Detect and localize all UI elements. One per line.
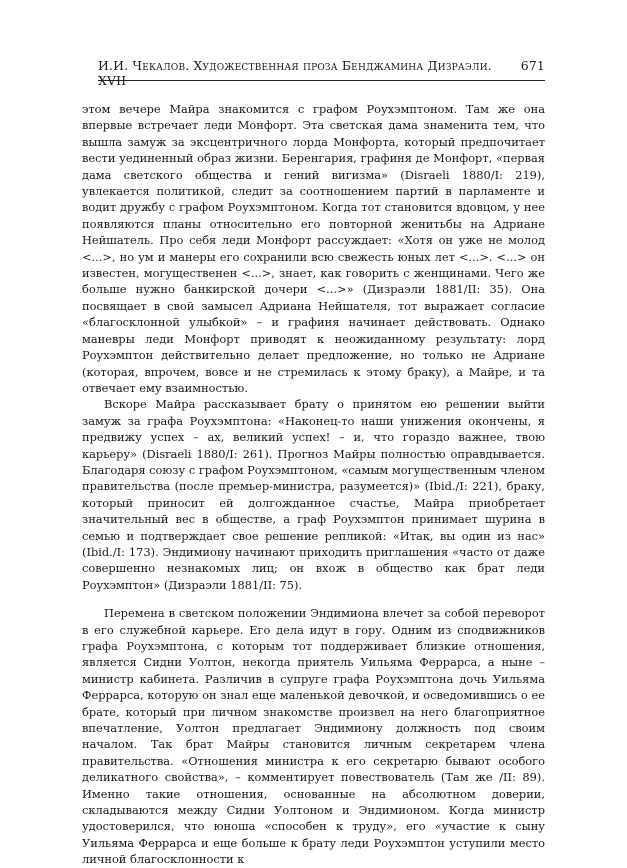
paragraph-2: Вскоре Майра рассказывает брату о принятом ею решении выйти замуж за графа Роухэмптона: «Наконец-то наши унижения окончены, я предвижу успех – ах, великий успех! – и, что гораздо важнее, твою карьеру» (Disraeli 1880/I: 261). Прогноз Майры полностью оправдывается. Благодаря союзу с графом Роухэмптоном, «самым могущественным членом правительства (после премьер-министра, разумеется)» (Ibid./I: 221), браку, который приносит ей долгожданное счастье, Майра приобретает значительный вес в обществе, а граф Роухэмптон принимает шурина в семью и подтверждает свое решение репликой: «Итак, вы один из нас» (Ibid./I: 173). Эндимиону начинают приходить приглашения «часто от даже совершенно незнакомых лиц; он вхож в общество как брат леди Роухэмптон» (Дизраэли 1881/II: 75). — [82, 397, 545, 592]
page-number: 671 — [520, 58, 545, 73]
running-title: И.И. Чекалов. Художественная проза Бенджамина Дизраэли. XVII — [98, 58, 492, 88]
running-header — [98, 58, 545, 88]
body-text — [82, 101, 545, 868]
paragraph-1: этом вечере Майра знакомится с графом Роухэмптоном. Там же она впервые встречает леди Монфорт. Эта светская дама знаменита тем, что вышла замуж за эксцентричного лорда Монфорта, который предпочитает вести уединенный образ жизни. Беренгария, графиня де Монфорт, «первая дама светского общества и гений вигизма» (Disraeli 1880/I: 219), увлекается политикой, следит за соотношением партий в парламенте и водит дружбу с графом Роухэмптоном. Когда тот становится вдовцом, у нее появляются планы относительно его повторной женитьбы на Адриане Нейшатель. Про себя леди Монфорт рассуждает: «Хотя он уже не молод <...>, но ум и манеры его сохранили всю свежесть юных лет <...>. <...> он известен, могущественен <...>, знает, как говорить с женщинами. Чего же больше нужно банкирской дочери <...>» (Дизраэли 1881/II: 35). Она посвящает в свой замысел Адриана Нейшателя, тот выражает согласие «благосклонной улыбкой» – и графиня начинает действовать. Однако маневры леди Монфорт приводят к неожиданному результату: лорд Роухэмптон действительно делает предложение, но только не Адриане (которая, впрочем, вовсе и не стремилась к этому браку), а Майре, и та отвечает ему взаимностью. — [82, 102, 545, 395]
header-rule — [98, 80, 545, 81]
paragraph-3: Перемена в светском положении Эндимиона влечет за собой переворот в его служебной карьере. Его дела идут в гору. Одним из сподвижников графа Роухэмптона, с которым тот поддерживает близкие отношения, является Сидни Уолтон, некогда приятель Уильяма Феррарса, а ныне – министр кабинета. Различив в супруге графа Роухэмптона дочь Уильяма Феррарса, которую он знал еще маленькой девочкой, и осведомившись о ее брате, который при личном знакомстве произвел на него благоприятное впечатление, Уолтон предлагает Эндимиону должность под своим началом. Так брат Майры становится личным секретарем члена правительства. «Отношения министра к его секретарю бывают особого деликатного свойства», – комментирует повествователь (Там же /II: 89). Именно такие отношения, основанные на абсолютном доверии, складываются между Сидни Уолтоном и Эндимионом. Когда министр удостоверился, что юноша «способен к труду», его «участие к сыну Уильяма Феррарса и еще больше к брату леди Роухэмптон уступили место личной благосклонности к — [82, 606, 545, 867]
